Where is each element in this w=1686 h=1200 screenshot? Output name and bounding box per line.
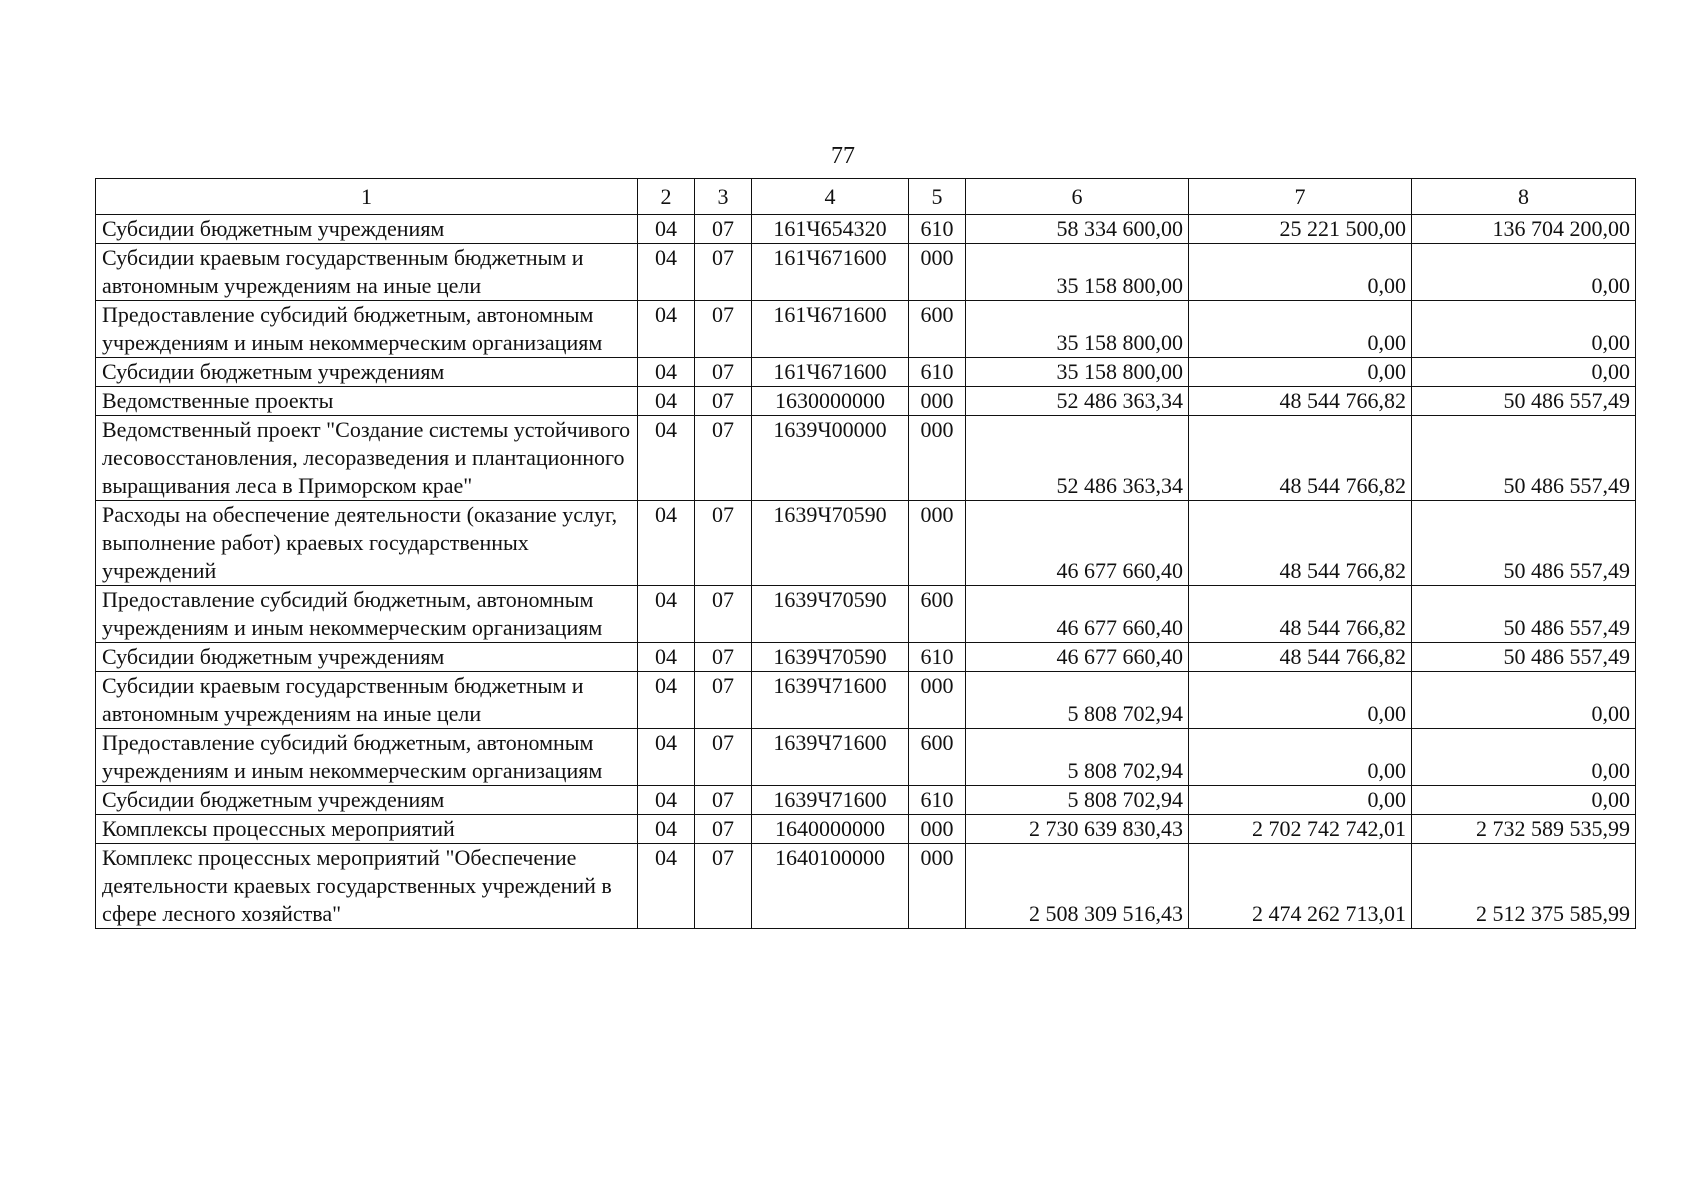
amount-col-8: 50 486 557,49 — [1412, 501, 1636, 586]
table-row — [96, 844, 1636, 929]
subsection-code: 07 — [695, 301, 752, 358]
subsection-code: 07 — [695, 215, 752, 244]
amount-col-6: 2 730 639 830,43 — [966, 815, 1189, 844]
table-row — [96, 387, 1636, 416]
expense-type-code: 610 — [909, 215, 966, 244]
budget-table — [95, 178, 1636, 929]
expense-type-code: 000 — [909, 244, 966, 301]
amount-col-7: 48 544 766,82 — [1189, 586, 1412, 643]
target-article-code: 1639Ч70590 — [752, 586, 909, 643]
target-article-code: 1640100000 — [752, 844, 909, 929]
amount-col-8: 50 486 557,49 — [1412, 643, 1636, 672]
expense-name: Предоставление субсидий бюджетным, автономным учреждениям и иным некоммерческим организациям — [96, 586, 638, 643]
expense-name: Субсидии бюджетным учреждениям — [96, 786, 638, 815]
subsection-code: 07 — [695, 416, 752, 501]
expense-type-code: 610 — [909, 358, 966, 387]
target-article-code: 1639Ч00000 — [752, 416, 909, 501]
section-code: 04 — [638, 643, 695, 672]
table-row — [96, 358, 1636, 387]
table-row — [96, 729, 1636, 786]
table-row — [96, 501, 1636, 586]
amount-col-8: 50 486 557,49 — [1412, 586, 1636, 643]
column-header: 3 — [695, 179, 752, 215]
expense-type-code: 600 — [909, 301, 966, 358]
amount-col-7: 48 544 766,82 — [1189, 416, 1412, 501]
expense-name: Субсидии бюджетным учреждениям — [96, 215, 638, 244]
table-row — [96, 244, 1636, 301]
section-code: 04 — [638, 844, 695, 929]
target-article-code: 1639Ч71600 — [752, 786, 909, 815]
subsection-code: 07 — [695, 786, 752, 815]
expense-type-code: 000 — [909, 815, 966, 844]
section-code: 04 — [638, 815, 695, 844]
target-article-code: 1640000000 — [752, 815, 909, 844]
table-header-row — [96, 179, 1636, 215]
subsection-code: 07 — [695, 244, 752, 301]
section-code: 04 — [638, 786, 695, 815]
section-code: 04 — [638, 672, 695, 729]
section-code: 04 — [638, 215, 695, 244]
target-article-code: 161Ч671600 — [752, 358, 909, 387]
expense-type-code: 600 — [909, 729, 966, 786]
section-code: 04 — [638, 501, 695, 586]
expense-name: Предоставление субсидий бюджетным, автономным учреждениям и иным некоммерческим организациям — [96, 729, 638, 786]
amount-col-7: 0,00 — [1189, 244, 1412, 301]
amount-col-8: 50 486 557,49 — [1412, 387, 1636, 416]
section-code: 04 — [638, 586, 695, 643]
expense-name: Ведомственный проект "Создание системы устойчивого лесовосстановления, лесоразведения и плантационного выращивания леса в Приморском крае" — [96, 416, 638, 501]
amount-col-6: 52 486 363,34 — [966, 416, 1189, 501]
amount-col-8: 2 732 589 535,99 — [1412, 815, 1636, 844]
amount-col-7: 2 702 742 742,01 — [1189, 815, 1412, 844]
amount-col-7: 0,00 — [1189, 729, 1412, 786]
subsection-code: 07 — [695, 358, 752, 387]
section-code: 04 — [638, 416, 695, 501]
amount-col-6: 35 158 800,00 — [966, 301, 1189, 358]
column-header: 8 — [1412, 179, 1636, 215]
table-row — [96, 786, 1636, 815]
section-code: 04 — [638, 358, 695, 387]
amount-col-7: 48 544 766,82 — [1189, 387, 1412, 416]
column-header: 1 — [96, 179, 638, 215]
table-row — [96, 672, 1636, 729]
amount-col-8: 2 512 375 585,99 — [1412, 844, 1636, 929]
subsection-code: 07 — [695, 586, 752, 643]
subsection-code: 07 — [695, 729, 752, 786]
expense-name: Комплекс процессных мероприятий "Обеспечение деятельности краевых государственных учреждений в сфере лесного хозяйства" — [96, 844, 638, 929]
amount-col-7: 25 221 500,00 — [1189, 215, 1412, 244]
subsection-code: 07 — [695, 672, 752, 729]
expense-type-code: 610 — [909, 786, 966, 815]
amount-col-6: 5 808 702,94 — [966, 729, 1189, 786]
column-header: 7 — [1189, 179, 1412, 215]
target-article-code: 1639Ч70590 — [752, 501, 909, 586]
expense-name: Субсидии краевым государственным бюджетным и автономным учреждениям на иные цели — [96, 244, 638, 301]
amount-col-7: 48 544 766,82 — [1189, 501, 1412, 586]
amount-col-6: 5 808 702,94 — [966, 672, 1189, 729]
target-article-code: 1630000000 — [752, 387, 909, 416]
amount-col-6: 58 334 600,00 — [966, 215, 1189, 244]
expense-type-code: 000 — [909, 387, 966, 416]
amount-col-6: 46 677 660,40 — [966, 643, 1189, 672]
target-article-code: 161Ч671600 — [752, 244, 909, 301]
amount-col-6: 52 486 363,34 — [966, 387, 1189, 416]
subsection-code: 07 — [695, 387, 752, 416]
amount-col-7: 2 474 262 713,01 — [1189, 844, 1412, 929]
expense-type-code: 600 — [909, 586, 966, 643]
amount-col-8: 0,00 — [1412, 729, 1636, 786]
amount-col-6: 5 808 702,94 — [966, 786, 1189, 815]
page-number: 77 — [831, 143, 855, 169]
amount-col-6: 2 508 309 516,43 — [966, 844, 1189, 929]
column-header: 5 — [909, 179, 966, 215]
expense-name: Субсидии бюджетным учреждениям — [96, 643, 638, 672]
amount-col-8: 136 704 200,00 — [1412, 215, 1636, 244]
amount-col-8: 0,00 — [1412, 244, 1636, 301]
amount-col-8: 50 486 557,49 — [1412, 416, 1636, 501]
expense-name: Ведомственные проекты — [96, 387, 638, 416]
amount-col-7: 0,00 — [1189, 786, 1412, 815]
amount-col-8: 0,00 — [1412, 301, 1636, 358]
expense-name: Субсидии бюджетным учреждениям — [96, 358, 638, 387]
expense-type-code: 000 — [909, 672, 966, 729]
expense-type-code: 000 — [909, 416, 966, 501]
table-row — [96, 586, 1636, 643]
subsection-code: 07 — [695, 815, 752, 844]
amount-col-7: 48 544 766,82 — [1189, 643, 1412, 672]
table-row — [96, 215, 1636, 244]
column-header: 6 — [966, 179, 1189, 215]
amount-col-7: 0,00 — [1189, 301, 1412, 358]
table-row — [96, 416, 1636, 501]
subsection-code: 07 — [695, 844, 752, 929]
subsection-code: 07 — [695, 501, 752, 586]
amount-col-8: 0,00 — [1412, 786, 1636, 815]
amount-col-6: 35 158 800,00 — [966, 244, 1189, 301]
amount-col-7: 0,00 — [1189, 672, 1412, 729]
expense-name: Субсидии краевым государственным бюджетным и автономным учреждениям на иные цели — [96, 672, 638, 729]
expense-name: Комплексы процессных мероприятий — [96, 815, 638, 844]
section-code: 04 — [638, 244, 695, 301]
column-header: 4 — [752, 179, 909, 215]
target-article-code: 1639Ч71600 — [752, 672, 909, 729]
amount-col-6: 46 677 660,40 — [966, 501, 1189, 586]
column-header: 2 — [638, 179, 695, 215]
expense-type-code: 610 — [909, 643, 966, 672]
amount-col-7: 0,00 — [1189, 358, 1412, 387]
expense-name: Расходы на обеспечение деятельности (оказание услуг, выполнение работ) краевых государственных учреждений — [96, 501, 638, 586]
amount-col-8: 0,00 — [1412, 672, 1636, 729]
target-article-code: 161Ч671600 — [752, 301, 909, 358]
amount-col-8: 0,00 — [1412, 358, 1636, 387]
target-article-code: 161Ч654320 — [752, 215, 909, 244]
table-row — [96, 643, 1636, 672]
target-article-code: 1639Ч71600 — [752, 729, 909, 786]
section-code: 04 — [638, 387, 695, 416]
section-code: 04 — [638, 301, 695, 358]
table-row — [96, 301, 1636, 358]
expense-name: Предоставление субсидий бюджетным, автономным учреждениям и иным некоммерческим организациям — [96, 301, 638, 358]
subsection-code: 07 — [695, 643, 752, 672]
table-row — [96, 815, 1636, 844]
expense-type-code: 000 — [909, 501, 966, 586]
section-code: 04 — [638, 729, 695, 786]
target-article-code: 1639Ч70590 — [752, 643, 909, 672]
expense-type-code: 000 — [909, 844, 966, 929]
amount-col-6: 46 677 660,40 — [966, 586, 1189, 643]
amount-col-6: 35 158 800,00 — [966, 358, 1189, 387]
